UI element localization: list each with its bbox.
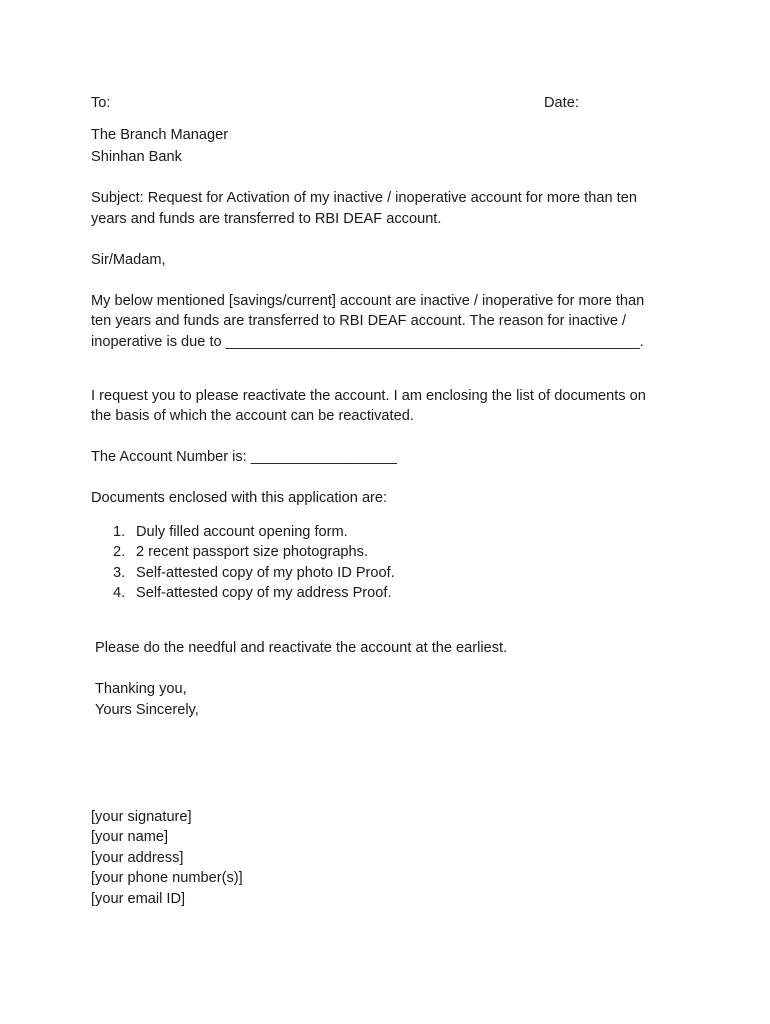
body-para2-line-2: the basis of which the account can be reactivated. — [91, 408, 414, 424]
body-para2-line-1: I request you to please reactivate the account. I am enclosing the list of documents on — [91, 388, 646, 404]
body-para1-line-3: inoperative is due to ___________________________________________________. — [91, 334, 644, 350]
name-placeholder: [your name] — [91, 829, 169, 845]
list-item-text: Self-attested copy of my photo ID Proof. — [136, 565, 395, 581]
body-para1-line-1: My below mentioned [savings/current] account are inactive / inoperative for more than — [91, 293, 645, 309]
list-item-number: 2. — [113, 544, 126, 560]
list-item-text: Duly filled account opening form. — [136, 524, 348, 540]
list-item-text: 2 recent passport size photographs. — [136, 544, 369, 560]
recipient-title: The Branch Manager — [91, 127, 229, 143]
closing-request: Please do the needful and reactivate the account at the earliest. — [95, 640, 508, 656]
closing-thanks: Thanking you, — [95, 681, 187, 697]
body-para1-line-2: ten years and funds are transferred to RBI DEAF account. The reason for inactive / — [91, 313, 627, 329]
documents-intro: Documents enclosed with this application are: — [91, 490, 388, 506]
list-item-number: 3. — [113, 565, 126, 581]
closing-sincerely: Yours Sincerely, — [95, 702, 199, 718]
subject-line-2: years and funds are transferred to RBI DEAF account. — [91, 211, 442, 227]
list-item-number: 1. — [113, 524, 126, 540]
account-number-line: The Account Number is: __________________ — [91, 449, 397, 465]
recipient-bank: Shinhan Bank — [91, 149, 182, 165]
list-item-text: Self-attested copy of my address Proof. — [136, 585, 392, 601]
salutation: Sir/Madam, — [91, 252, 166, 268]
to-label: To: — [91, 95, 111, 111]
phone-placeholder: [your phone number(s)] — [91, 870, 243, 886]
email-placeholder: [your email ID] — [91, 891, 186, 907]
address-placeholder: [your address] — [91, 850, 184, 866]
date-label: Date: — [544, 95, 579, 111]
subject-line-1: Subject: Request for Activation of my inactive / inoperative account for more than ten — [91, 190, 637, 206]
signature-placeholder: [your signature] — [91, 809, 192, 825]
list-item-number: 4. — [113, 585, 126, 601]
